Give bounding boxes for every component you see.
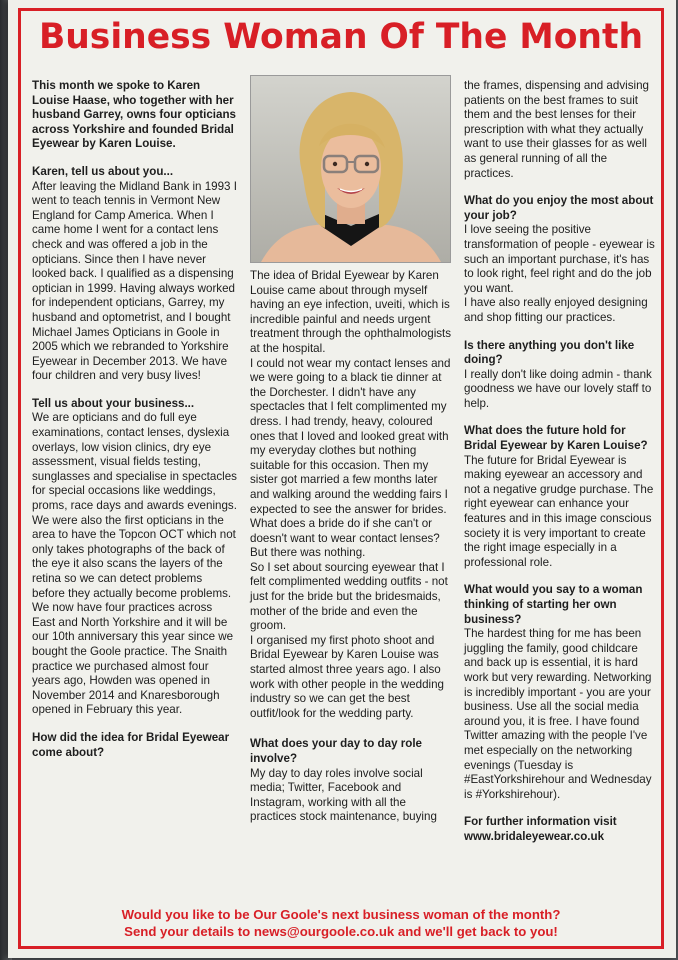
answer-text: I could not wear my contact lenses and we were going to a black tie dinner at the Dorchester. I didn't have any spectacles that I felt complimented my dress. I had trendy, heavy, coloured ones that I loved and looked great with my everyday clothes but nothing suitable for this occasion. Then my sister got married a few months later and walking around the wedding fairs I expected to see the answer for brides. What does a bride do if she can't or doesn't want to wear contact lenses? But there was nothing. — [250, 356, 451, 560]
column-right — [464, 79, 659, 858]
answer-text: We are opticians and do full eye examinations, contact lenses, dyslexia overlays, low vision clinics, dry eye assessment, visual fields testing, sunglasses and specialise in spectacles for special occasions like weddings, proms, race days and awards evenings. We were also the first opticians in the area to have the Topcon OCT which not only takes photographs of the back of the eye it also scans the layers of the retina so we can detect problems before they actually become problems. We now have four practices across East and North Yorkshire and it will be our 10th anniversary this year since we bought the Goole practice. The Snaith practice we purchased almost four years ago, Howden was opened in November 2014 and Knaresborough opened in February this year. — [32, 411, 237, 717]
answer-text: The idea of Bridal Eyewear by Karen Louise came about through myself having an eye infection, uveiti, which is incredible painful and needs urgent treatment through the ophthalmologists at the hospital. — [250, 269, 452, 355]
magazine-page — [8, 0, 676, 958]
answer-text: After leaving the Midland Bank in 1993 I went to teach tennis in Vermont New England for Camp America. When I came home I went for a contact lens check and was offered a job in the opticians. Since then I have never looked back. I qualified as a dispensing optician in 1999. Having always worked for independent opticians, Garrey, my husband and optometrist, and I bought Michael James Opticians in Goole in 2005 which we rebranded to Yorkshire Eyewear in December 2013. We have four children and very busy lives! — [32, 179, 237, 383]
footer-callout-line2: Send your details to news@ourgoole.co.uk and we'll get back to you! — [124, 924, 558, 939]
answer-text: I really don't like doing admin - thank goodness we have our lovely staff to help. — [464, 367, 652, 410]
question-heading: How did the idea for Bridal Eyewear come about? — [32, 730, 230, 759]
answer-text: I love seeing the positive transformation of people - eyewear is such an important purchase, it's has to look right, feel right and do the job you want. — [464, 223, 655, 295]
website-info: For further information visit www.bridaleyewear.co.uk — [464, 815, 617, 843]
qa-idea — [32, 731, 238, 760]
answer-text: So I set about sourcing eyewear that I felt complimented wedding outfits - not just for the bride but the bridesmaids, mother of the bride and even the groom. — [250, 560, 448, 633]
question-heading: What does the future hold for Bridal Eyewear by Karen Louise? — [464, 424, 648, 453]
question-heading: Tell us about your business... — [32, 396, 195, 410]
column-left — [32, 79, 238, 773]
qa-about-you — [32, 165, 238, 384]
qa-dislike — [464, 339, 659, 412]
footer-callout-line1: Would you like to be Our Goole's next business woman of the month? — [121, 907, 561, 922]
article-frame — [18, 8, 664, 949]
answer-text: The future for Bridal Eyewear is making eyewear an accessory and not a negative grudge purchase. The right eyewear can enhance your features and in this image conscious society it is very important to create the right image especially in a professional role. — [464, 453, 654, 569]
intro-paragraph: This month we spoke to Karen Louise Haase, who together with her husband Garrey, owns four opticians across Yorkshire and founded Bridal Eyewear by Karen Louise. — [32, 79, 236, 151]
question-heading: What would you say to a woman thinking of starting her own business? — [464, 583, 643, 626]
qa-business — [32, 397, 238, 718]
answer-text: The hardest thing for me has been juggling the family, good childcare and back up is essential, it is hard work but very rewarding. Networking is incredibly important - you are your business. Use all the social media around you, it is free. I have found Twitter amazing with the people I've met especially on the networking evenings (Tuesday is #EastYorkshirehour and Wednesday is #Yorkshirehour). — [464, 627, 652, 801]
qa-advice — [464, 583, 659, 802]
portrait-illustration — [251, 76, 450, 262]
answer-text: the frames, dispensing and advising patients on the best frames to suit them and the best lenses for their prescription with what they actually want to use their glasses for as well as general running of all the practices. — [464, 79, 649, 180]
qa-enjoy — [464, 194, 659, 325]
qa-day-role — [250, 737, 454, 825]
question-heading: Is there anything you don't like doing? — [464, 338, 635, 367]
page-title: Business Woman Of The Month — [38, 17, 644, 57]
question-heading: Karen, tell us about you... — [32, 164, 174, 178]
question-heading: What does your day to day role involve? — [250, 737, 423, 765]
qa-future — [464, 424, 659, 570]
answer-text: I have also really enjoyed designing and shop fitting our practices. — [464, 296, 648, 324]
column-middle — [250, 269, 454, 838]
answer-text: My day to day roles involve social media; Twitter, Facebook and Instagram, working with all the practices stock maintenance, buying — [250, 766, 437, 824]
question-heading: What do you enjoy the most about your job? — [464, 194, 654, 222]
answer-text: I organised my first photo shoot and Bridal Eyewear by Karen Louise was started almost three years ago. I also work with other people in the wedding industry so we can get the best outfit/look for the wedding party. — [250, 633, 444, 720]
portrait-photo — [250, 75, 451, 263]
